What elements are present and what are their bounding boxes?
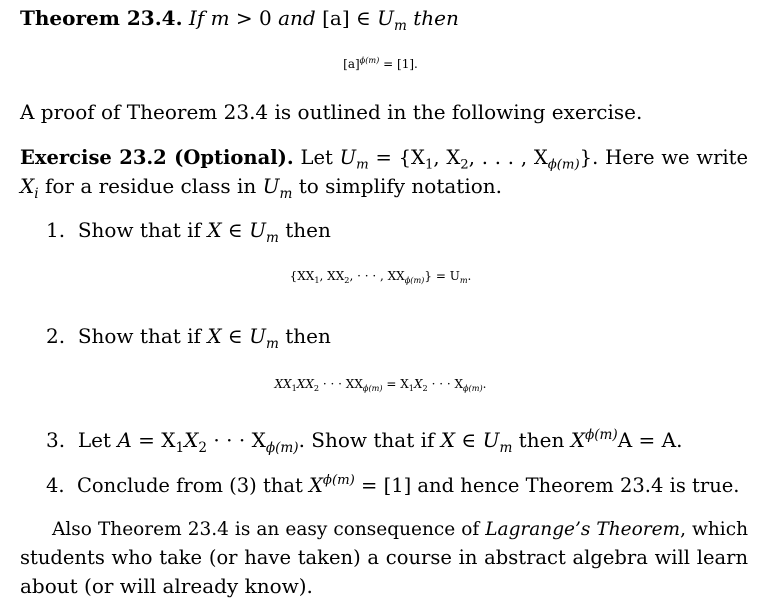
item-number: 4. [46,474,65,497]
closing-line-2: students who take (or have taken) a course in abstract algebra will learn [20,546,748,569]
lagrange-theorem-emphasis: Lagrange’s Theorem [485,519,681,540]
theorem-statement: Theorem 23.4. If m > 0 and [a] ∈ $U_m$ then [20,6,459,34]
list-item: 3. Let $A = X_1X_2$ · · · $X_{\phi(m)}$. Show that if X ∈ $U_m$ then $X^{\phi(m)}A = A$. [46,426,683,456]
exercise-line-1: Exercise 23.2 (Optional). Let $U_m = \{X_1$, $X_2$, . . . , $X_{\phi(m)}$}. Here we write [20,146,749,173]
list-item: 2. Show that if X ∈ $U_m$ then [46,324,331,352]
exercise-label: Exercise 23.2 (Optional). [20,146,294,169]
list-item: 1. Show that if X ∈ $U_m$ then [46,218,331,246]
theorem-intro: If m [188,6,230,30]
closing-line-1: Also Theorem 23.4 is an easy consequence of Lagrange’s Theorem, which [52,519,748,540]
item-number: 2. [46,324,66,348]
theorem-equation: $[a]^{\phi(m)} = [1]$. [343,55,418,71]
closing-line-3: about (or will already know). [20,574,313,598]
item-2-equation: $XX_1XX_2$ · · · $XX_{\phi(m)} = X_1X_2$ · · · $X_{\phi(m)}$. [274,377,487,393]
item-1-equation: {$XX_1$, $XX_2$, · · · , $XX_{\phi(m)}\} = U_m$. [289,269,472,285]
proof-note: A proof of Theorem 23.4 is outlined in the following exercise. [20,100,643,124]
item-number: 1. [46,218,66,242]
list-item: 4. Conclude from (3) that $X^{\phi(m)} = [1]$ and hence Theorem 23.4 is true. [46,473,740,497]
theorem-label: Theorem 23.4. [20,6,183,30]
exercise-line-2: $X_i$ for a residue class in $U_m$ to simplify notation. [20,174,503,202]
item-number: 3. [46,428,66,452]
